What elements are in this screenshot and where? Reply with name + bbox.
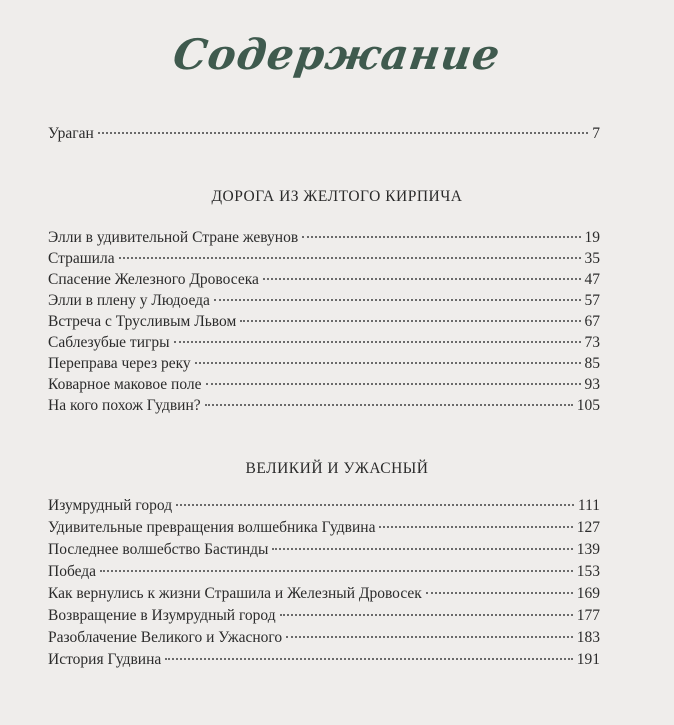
toc-leader-dots <box>100 570 573 572</box>
toc-entry-label: История Гудвина <box>48 651 162 668</box>
toc-entry-page: 73 <box>584 334 600 351</box>
toc-entry-label: Встреча с Трусливым Львом <box>48 313 237 330</box>
toc-entry-label: Элли в плену у Людоеда <box>48 292 210 309</box>
section-heading: ВЕЛИКИЙ И УЖАСНЫЙ <box>245 460 429 477</box>
toc-entry-label: Переправа через реку <box>48 355 191 372</box>
toc-entry-page: 85 <box>584 355 600 372</box>
toc-leader-dots <box>272 548 572 550</box>
toc-leader-dots <box>240 320 580 322</box>
toc-entry <box>48 629 600 651</box>
toc-entry-page: 127 <box>576 519 600 536</box>
toc-entry <box>48 355 600 377</box>
toc-entry <box>48 313 600 335</box>
toc-entry-page: 47 <box>584 271 600 288</box>
toc-leader-dots <box>195 362 581 364</box>
toc-entry <box>48 397 600 419</box>
toc-entry-label: Возвращение в Изумрудный город <box>48 607 276 624</box>
toc-entry <box>48 229 600 251</box>
toc-entry <box>48 651 600 673</box>
toc-entry-page: 93 <box>584 376 600 393</box>
toc-entry-page: 177 <box>576 607 600 624</box>
toc-entry-page: 67 <box>584 313 600 330</box>
toc-entry <box>48 497 600 519</box>
toc-entry <box>48 376 600 398</box>
toc-entry-page: 35 <box>584 250 600 267</box>
toc-entry <box>48 271 600 293</box>
toc-entry-label: На кого похож Гудвин? <box>48 397 201 414</box>
toc-leader-dots <box>98 132 588 134</box>
toc-entry-label: Ураган <box>48 125 94 142</box>
toc-entry <box>48 250 600 272</box>
toc-entry-label: Победа <box>48 563 97 580</box>
toc-entry-page: 169 <box>576 585 600 602</box>
toc-entry <box>48 607 600 629</box>
toc-entry <box>48 541 600 563</box>
toc-leader-dots <box>176 504 574 506</box>
toc-entry <box>48 125 600 147</box>
toc-entry-page: 105 <box>576 397 600 414</box>
toc-entry <box>48 334 600 356</box>
toc-leader-dots <box>263 278 581 280</box>
toc-entry-label: Элли в удивительной Стране жевунов <box>48 229 299 246</box>
section-heading: ДОРОГА ИЗ ЖЕЛТОГО КИРПИЧА <box>211 188 463 205</box>
toc-entry-label: Разоблачение Великого и Ужасного <box>48 629 283 646</box>
toc-leader-dots <box>379 526 572 528</box>
toc-entry <box>48 563 600 585</box>
toc-leader-dots <box>165 658 572 660</box>
toc-entry-page: 191 <box>576 651 600 668</box>
toc-entry-label: Как вернулись к жизни Страшила и Железный Дровосек <box>48 585 422 602</box>
toc-leader-dots <box>286 636 573 638</box>
toc-entry-page: 111 <box>577 497 600 514</box>
toc-leader-dots <box>426 592 573 594</box>
toc-leader-dots <box>174 341 581 343</box>
toc-entry-page: 19 <box>584 229 600 246</box>
toc-leader-dots <box>205 404 573 406</box>
toc-entry <box>48 519 600 541</box>
toc-entry-label: Удивительные превращения волшебника Гудвина <box>48 519 376 536</box>
toc-entry-label: Спасение Железного Дровосека <box>48 271 259 288</box>
toc-leader-dots <box>214 299 581 301</box>
toc-leader-dots <box>302 236 580 238</box>
toc-entry <box>48 585 600 607</box>
toc-entry-label: Коварное маковое поле <box>48 376 202 393</box>
toc-entry-page: 7 <box>592 125 600 142</box>
toc-entry-page: 139 <box>576 541 600 558</box>
toc-entry-page: 153 <box>576 563 600 580</box>
toc-leader-dots <box>119 257 581 259</box>
toc-entry-page: 183 <box>576 629 600 646</box>
toc-leader-dots <box>206 383 581 385</box>
toc-entry-label: Изумрудный город <box>48 497 173 514</box>
page-title: Содержание <box>170 30 504 79</box>
toc-entry-page: 57 <box>584 292 600 309</box>
toc-entry-label: Саблезубые тигры <box>48 334 170 351</box>
toc-entry-label: Страшила <box>48 250 115 267</box>
toc-leader-dots <box>280 614 573 616</box>
toc-entry-label: Последнее волшебство Бастинды <box>48 541 269 558</box>
toc-entry <box>48 292 600 314</box>
